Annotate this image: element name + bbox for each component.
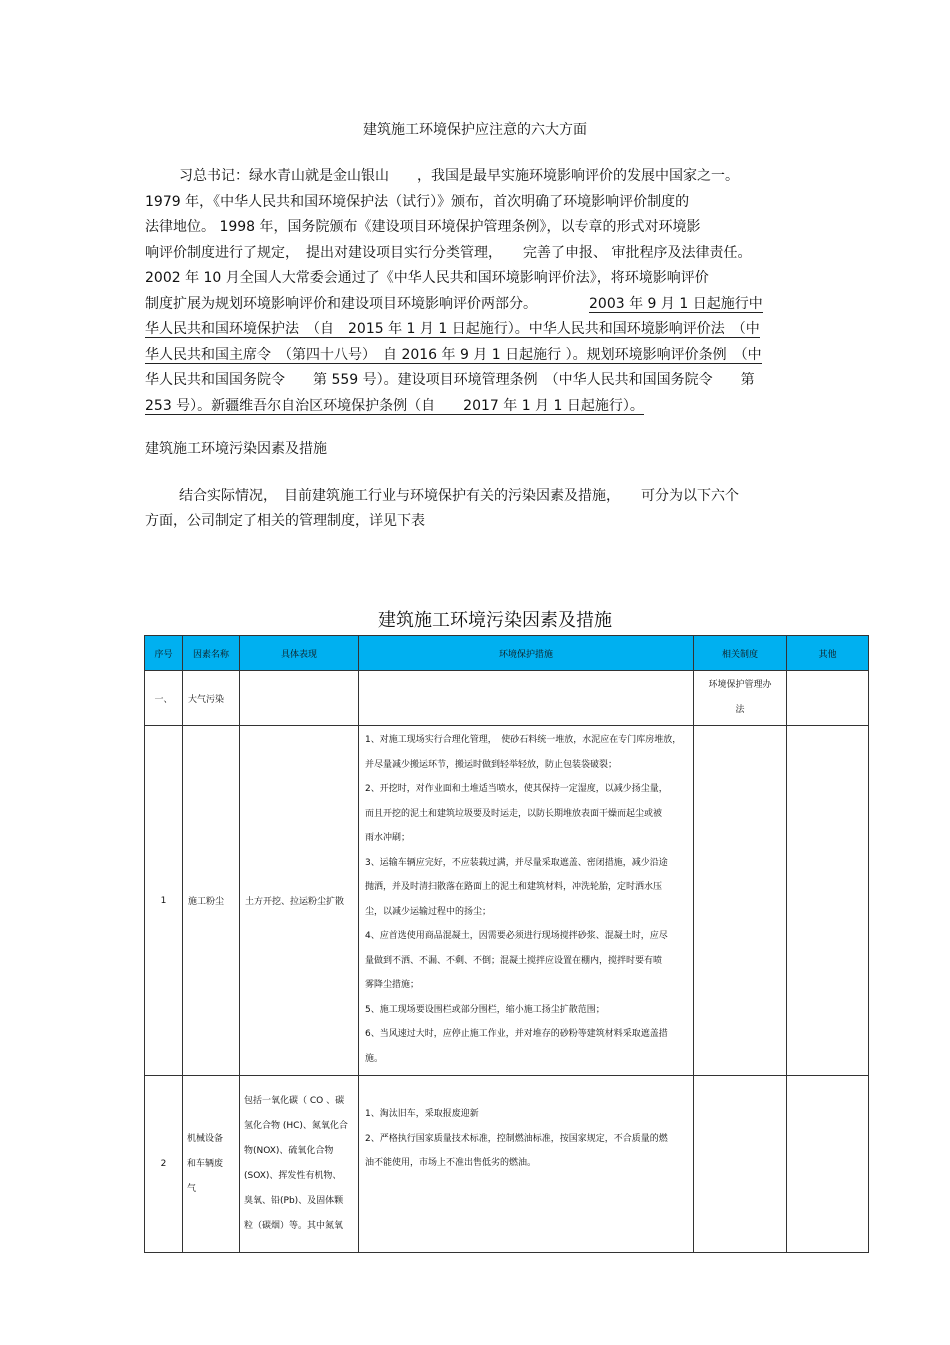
measure-line: 雾降尘措施；: [365, 980, 420, 990]
measure-line: 5、施工现场要设围栏或部分围栏，缩小施工扬尘扩散范围；: [365, 1004, 605, 1015]
measure-line: 施。: [365, 1053, 384, 1064]
measure-line: 尘，以减少运输过程中的扬尘；: [365, 906, 492, 917]
laws-line: 253 号）。新疆维吾尔自治区环境保护条例（自 2017 年 1 月 1 日起施行）。: [145, 397, 644, 414]
cell-factor: [183, 1076, 240, 1253]
factor-line: 气: [187, 1183, 197, 1194]
measure-line: 1、淘汰旧车，采取报废迎新: [365, 1109, 479, 1119]
cell-other: [787, 1076, 869, 1253]
measure-line: 3、运输车辆应完好，不应装载过满，并尽量采取遮盖、密闭措施，减少沿途: [365, 857, 668, 868]
cell-symptom: 土方开挖、拉运粉尘扩散: [240, 726, 359, 1076]
cell-symptom: [240, 1076, 359, 1253]
table-header-row: [145, 636, 869, 671]
system-line: 法: [735, 705, 745, 715]
cell-factor: 大气污染: [183, 671, 240, 726]
system-line: 环境保护管理办: [708, 680, 772, 690]
measure-line: 2、严格执行国家质量技术标准，控制燃油标准，按国家规定，不合质量的燃: [365, 1133, 668, 1144]
section-heading: 建筑施工环境污染因素及措施: [145, 441, 327, 457]
measure-line: 并尽量减少搬运环节，搬运时做到轻举轻放，防止包装袋破裂；: [365, 759, 618, 770]
factor-line: 和车辆废: [187, 1158, 224, 1169]
cell-no: 1: [145, 726, 183, 1076]
intro-line: 响评价制度进行了规定， 提出对建设项目实行分类管理， 完善了申报、 审批程序及法律责任。: [145, 244, 752, 261]
measure-line: 抛洒，并及时清扫散落在路面上的泥土和建筑材料，冲洗轮胎，定时洒水压: [365, 882, 663, 892]
cell-measures: [359, 671, 694, 726]
cell-symptom: [240, 671, 359, 726]
cell-no: 2: [145, 1076, 183, 1253]
cell-other: [787, 671, 869, 726]
summary-line: 方面，公司制定了相关的管理制度，详见下表: [145, 513, 425, 529]
header-no: 序号: [145, 636, 183, 671]
symptom-line: 物(NOX)、硫氧化合物: [244, 1146, 334, 1156]
laws-line: 2003 年 9 月 1 日起施行中: [589, 295, 763, 312]
table-title: 建筑施工环境污染因素及措施: [378, 610, 612, 631]
table-row: [145, 671, 869, 726]
measure-line: 4、应首选使用商品混凝土，因需要必须进行现场搅拌砂浆、混凝土时，应尽: [365, 931, 668, 941]
intro-line-with-laws: [145, 292, 810, 318]
intro-line: 制度扩展为规划环境影响评价和建设项目环境影响评价两部分。: [145, 295, 537, 312]
table-row: [145, 726, 869, 1076]
header-measures: 环境保护措施: [359, 636, 694, 671]
cell-other: [787, 726, 869, 1076]
symptom-line: 氢化合物 (HC)、氮氧化合: [244, 1121, 348, 1131]
measure-line: 2、开挖时，对作业面和土堆适当喷水，使其保持一定湿度，以减少扬尘量，: [365, 784, 668, 794]
measure-line: 雨水冲刷；: [365, 833, 411, 843]
intro-line: 法律地位。 1998 年，国务院颁布《建设项目环境保护管理条例》，以专章的形式对环境影: [145, 219, 701, 235]
table-row: [145, 1076, 869, 1253]
laws-line: 华人民共和国环境保护法 （自 2015 年 1 月 1 日起施行）。中华人民共和国环境影响评价法 （中: [145, 321, 760, 337]
measure-line: 1、对施工现场实行合理化管理， 使砂石料统一堆放，水泥应在专门库房堆放，: [365, 735, 682, 745]
symptom-line: 粒（碳烟）等。其中氮氧: [244, 1221, 344, 1231]
laws-line: 华人民共和国国务院令 第 559 号）。建设项目环境管理条例 （中华人民共和国国务院令 第: [145, 372, 755, 388]
cell-system: [694, 1076, 787, 1253]
symptom-line: 臭氧、铅(Pb)、及固体颗: [244, 1196, 344, 1206]
cell-system: [694, 726, 787, 1076]
measure-line: 量做到不洒、不漏、不剩、不倒；混凝土搅拌应设置在棚内，搅拌时要有喷: [365, 955, 663, 966]
measure-line: 油不能使用，市场上不准出售低劣的燃油。: [365, 1158, 537, 1168]
intro-line: 1979 年，《中华人民共和国环境保护法（试行）》颁布，首次明确了环境影响评价制度的: [145, 193, 690, 210]
symptom-line: 包括一氧化碳（ CO 、碳: [244, 1096, 345, 1106]
pollution-measures-table: [144, 635, 869, 1253]
measure-line: 而且开挖的泥土和建筑垃圾要及时运走，以防长期堆放表面干燥而起尘或被: [365, 808, 663, 819]
cell-measures: [359, 726, 694, 1076]
cell-measures: [359, 1076, 694, 1253]
header-system: 相关制度: [694, 636, 787, 671]
intro-line: 2002 年 10 月全国人大常委会通过了《中华人民共和国环境影响评价法》，将环境影响评价: [145, 270, 709, 286]
header-other: 其他: [787, 636, 869, 671]
intro-line: 习总书记：绿水青山就是金山银山 ，我国是最早实施环境影响评价的发展中国家之一。: [179, 168, 739, 184]
laws-line: 华人民共和国主席令 （第四十八号） 自 2016 年 9 月 1 日起施行 ）。规划环境影响评价条例 （中: [145, 346, 762, 363]
cell-factor: 施工粉尘: [183, 726, 240, 1076]
factor-line: 机械设备: [187, 1133, 224, 1144]
intro-paragraph: [145, 164, 810, 419]
symptom-line: (SOX)、挥发性有机物、: [244, 1171, 342, 1181]
summary-line: 结合实际情况， 目前建筑施工行业与环境保护有关的污染因素及措施， 可分为以下六个: [179, 488, 739, 504]
measure-line: 6、当风速过大时，应停止施工作业，并对堆存的砂粉等建筑材料采取遮盖措: [365, 1029, 668, 1039]
header-symptom: 具体表现: [240, 636, 359, 671]
document-title: 建筑施工环境保护应注意的六大方面: [363, 122, 587, 138]
cell-system: [694, 671, 787, 726]
cell-no: 一、: [145, 671, 183, 726]
header-factor: 因素名称: [183, 636, 240, 671]
summary-paragraph: [145, 484, 810, 534]
